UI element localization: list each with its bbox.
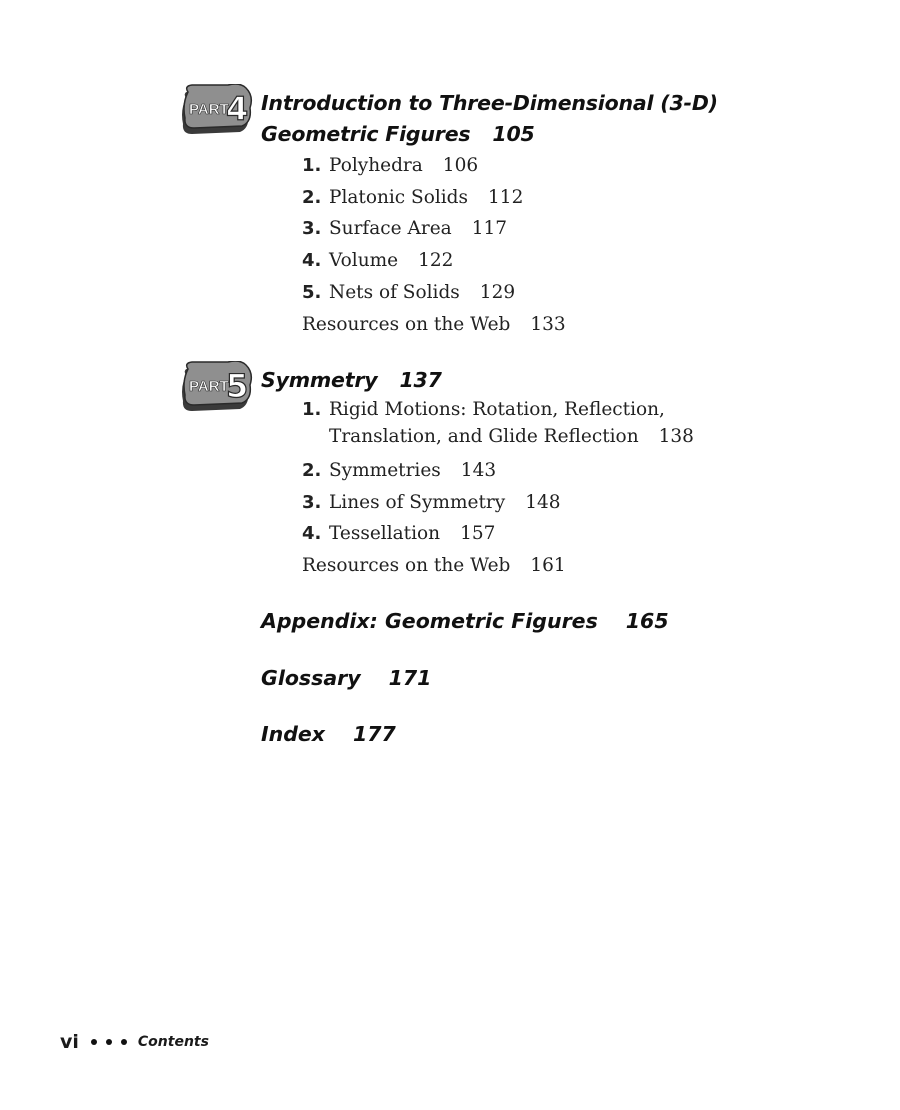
part-4-chapter-list [302, 150, 566, 340]
part-5-section [180, 363, 820, 583]
part-4-title-line2: Geometric Figures [261, 122, 471, 146]
part-4-section [180, 86, 820, 346]
chapter-title: Polyhedra [329, 155, 423, 176]
chapter-title: Lines of Symmetry [329, 491, 506, 513]
resources-title: Resources on the Web [302, 555, 511, 577]
chapter-title-line2: Translation, and Glide Reflection [329, 426, 639, 447]
part-5-badge-number: 5 [226, 367, 249, 405]
chapter-entry[interactable] [302, 455, 694, 487]
index-page: 177 [353, 722, 396, 746]
chapter-entry[interactable] [302, 518, 694, 550]
page-footer [60, 1031, 209, 1053]
chapter-page: 143 [460, 460, 497, 481]
chapter-title: Nets of Solids [329, 281, 460, 303]
chapter-title: Tessellation [329, 523, 441, 545]
part-5-chapter-list [302, 396, 694, 582]
resources-title: Resources on the Web [302, 313, 511, 335]
footer-section-label: Contents [137, 1034, 209, 1050]
part-5-title-line1: Symmetry [261, 368, 378, 392]
part-5-title[interactable] [261, 365, 442, 396]
part-5-page: 137 [399, 368, 442, 392]
glossary-title: Glossary [261, 666, 361, 690]
dot-icon [91, 1039, 97, 1045]
chapter-number: 3. [302, 491, 322, 513]
chapter-entry[interactable] [302, 213, 566, 245]
index-title: Index [261, 722, 326, 746]
chapter-title: Platonic Solids [329, 186, 469, 208]
chapter-entry[interactable] [302, 396, 694, 450]
glossary-entry[interactable] [261, 663, 431, 693]
chapter-number: 3. [302, 218, 322, 240]
appendix-page: 165 [625, 609, 669, 633]
resources-page: 133 [530, 313, 566, 335]
part-5-badge [180, 361, 254, 411]
page-folio: vi [60, 1031, 79, 1053]
chapter-number: 2. [302, 186, 322, 208]
chapter-entry[interactable] [302, 277, 566, 309]
chapter-title: Volume [329, 250, 399, 272]
glossary-page: 171 [388, 666, 432, 690]
appendix-title: Appendix: Geometric Figures [261, 609, 598, 633]
chapter-title-line1: Rigid Motions: Rotation, Reflection, [329, 399, 665, 420]
chapter-number: 5. [302, 281, 322, 303]
resources-page: 161 [530, 555, 566, 577]
chapter-page: 117 [471, 218, 507, 240]
resources-entry[interactable] [302, 309, 566, 341]
part-4-page: 105 [492, 122, 535, 146]
chapter-title: Surface Area [329, 218, 452, 240]
resources-entry[interactable] [302, 550, 694, 582]
chapter-number: 4. [302, 523, 322, 545]
chapter-number: 2. [302, 460, 322, 481]
chapter-page: 148 [525, 491, 561, 513]
part-4-badge-word: PART [189, 101, 229, 118]
chapter-entry[interactable] [302, 487, 694, 519]
part-4-title-line1: Introduction to Three-Dimensional (3-D) [261, 91, 718, 115]
chapter-page: 138 [658, 426, 694, 447]
chapter-entry[interactable] [302, 182, 566, 214]
chapter-number: 4. [302, 250, 322, 272]
chapter-page: 157 [460, 523, 496, 545]
part-4-title[interactable] [261, 88, 718, 150]
chapter-number: 1. [302, 155, 322, 176]
chapter-page: 129 [479, 281, 516, 303]
chapter-title: Symmetries [329, 460, 441, 481]
chapter-number: 1. [302, 399, 322, 420]
chapter-page: 106 [442, 155, 479, 176]
dot-icon [121, 1039, 127, 1045]
footer-dots-divider [91, 1039, 127, 1045]
chapter-entry[interactable] [302, 150, 566, 182]
dot-icon [106, 1039, 112, 1045]
chapter-entry[interactable] [302, 245, 566, 277]
appendix-entry[interactable] [261, 606, 669, 636]
part-4-badge-number: 4 [226, 90, 249, 128]
part-4-badge [180, 84, 254, 134]
chapter-page: 122 [418, 250, 454, 272]
part-5-badge-word: PART [189, 378, 229, 395]
chapter-page: 112 [488, 186, 524, 208]
index-entry[interactable] [261, 719, 396, 749]
